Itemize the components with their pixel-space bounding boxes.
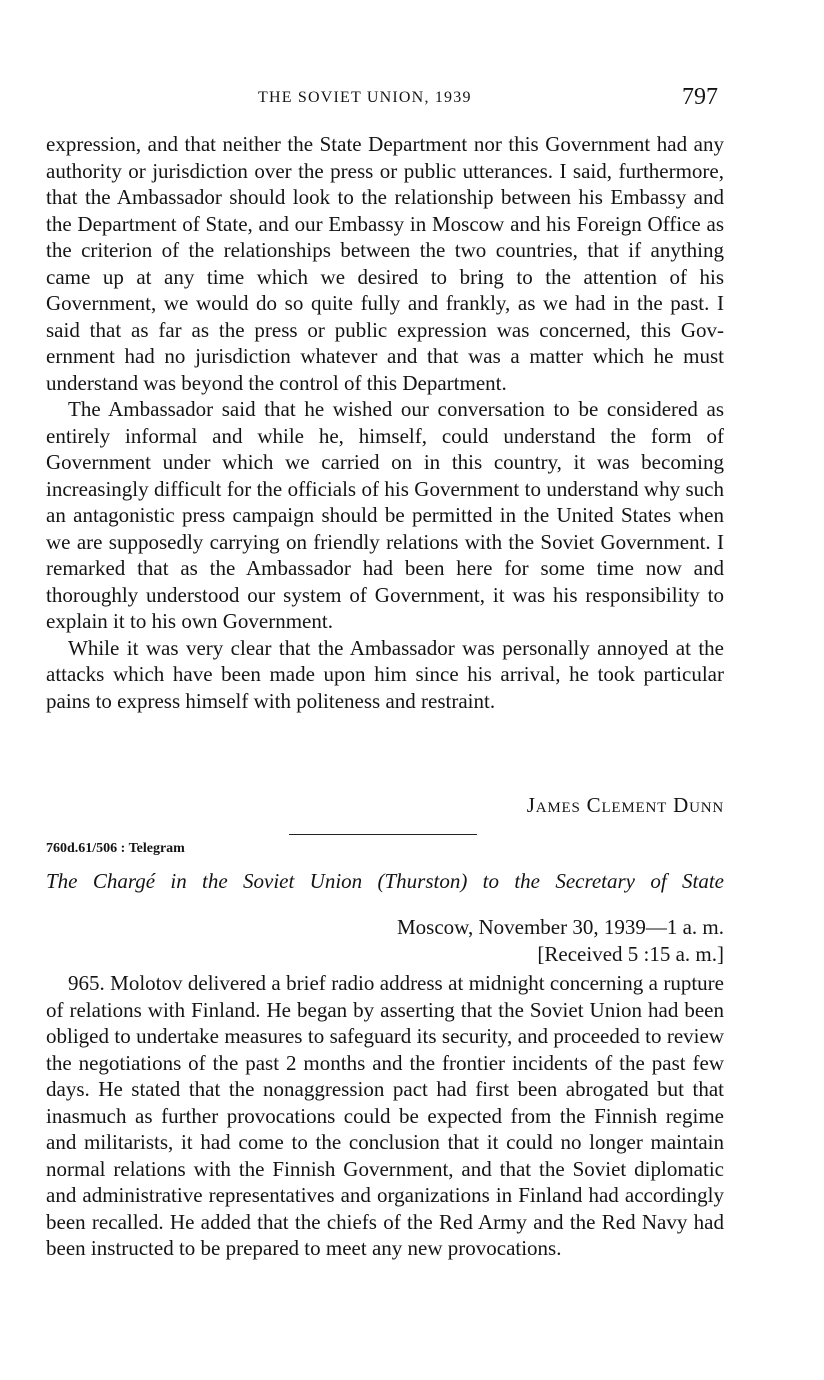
dateline-block bbox=[300, 914, 724, 967]
dateline: Moscow, November 30, 1939—1 a. m. bbox=[396, 915, 724, 939]
running-head: THE SOVIET UNION, 1939 bbox=[258, 89, 472, 106]
memo-paragraph: While it was very clear that the Ambassador was personally annoyed at the attacks which have been made upon him since his arrival, he took particular pains to express himself with politeness and restraint. bbox=[46, 635, 724, 713]
memo-text bbox=[46, 131, 724, 714]
telegram-body: 965. Molotov delivered a brief radio address at midnight concerning a rupture of relations with Finland. He began by asserting that the Soviet Union had been obliged to undertake measures to safeguard its security, and proceeded to review the negotiations of the past 2 months and the frontier incidents of the past few days. He stated that the nonaggression pact had first been abrogated but that inasmuch as further provocations could be expected from the Finnish regime and militarists, it had come to the conclusion that it could no longer maintain normal relations with the Finnish Government, and that the Soviet diplomatic and administrative representatives and organizations in Finland had accordingly been recalled. He added that the chiefs of the Red Army and the Red Navy had been instructed to be prepared to meet any new provocations. bbox=[46, 971, 724, 1260]
page-number: 797 bbox=[682, 84, 718, 110]
signature: James Clement Dunn bbox=[526, 793, 724, 817]
telegram-text bbox=[46, 970, 724, 1262]
memo-paragraph: The Ambassador said that he wished our conversation to be considered as entirely informal and while he, himself, could understand the form of Government under which we carried on in this country, it was becoming increasingly difficult for the officials of his Government to understand why such an antagonistic press campaign should be permitted in the United States when we are supposedly carrying on friendly relations with the Soviet Government. I remarked that as the Ambassador had been here for some time now and thoroughly understood our system of Government, it was his responsibility to explain it to his own Government. bbox=[46, 397, 724, 633]
file-reference: 760d.61/506 : Telegram bbox=[46, 841, 185, 856]
document-title: The Chargé in the Soviet Union (Thurston) to the Secretary of State bbox=[46, 869, 724, 893]
received-note: [Received 5 :15 a. m.] bbox=[537, 941, 724, 966]
memo-paragraph: expression, and that neither the State Department nor this Government had any authority or jurisdiction over the press or public utterances. I said, furthermore, that the Ambassador should look to the relationship between his Embassy and the Department of State, and our Embassy in Moscow and his Foreign Office as the criterion of the relationships between the two countries, that if anything came up at any time which we desired to bring to the attention of his Government, we would do so quite fully and frankly, as we had in the past. I said that as far as the press or public expression was concerned, this Government had no jurisdiction whatever and that was a matter which he must understand was beyond the control of this Department. bbox=[46, 132, 724, 395]
section-divider bbox=[289, 834, 477, 835]
